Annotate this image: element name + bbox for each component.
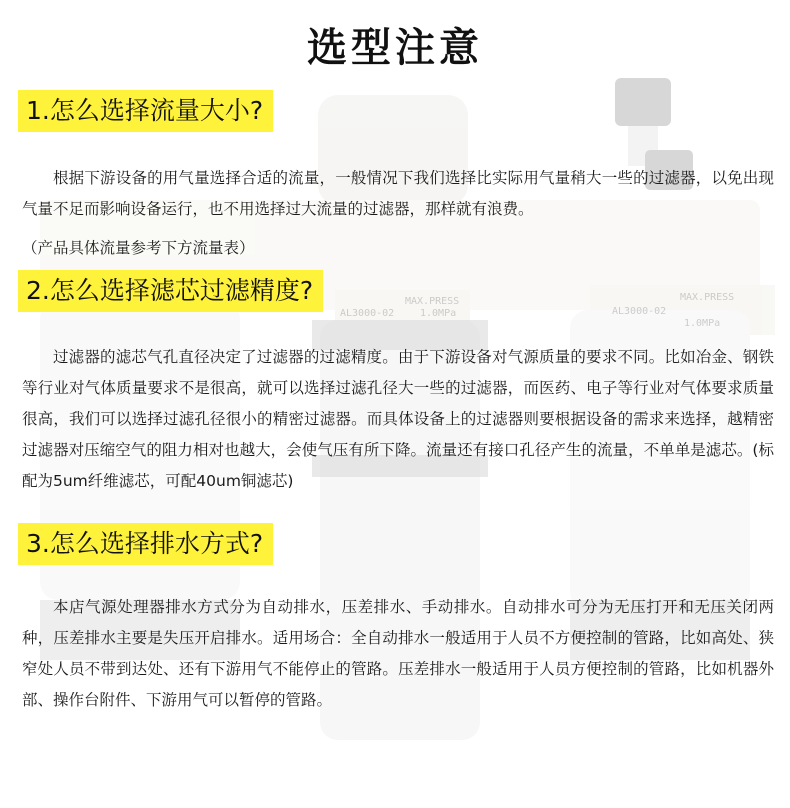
bg-label: 1.0MPa [684, 318, 721, 329]
section-heading-flow: 1.怎么选择流量大小? [18, 90, 273, 132]
bg-label: AL3000-02 [340, 308, 395, 319]
bg-label: MAX.PRESS [405, 296, 460, 307]
section-heading-precision: 2.怎么选择滤芯过滤精度? [18, 270, 323, 312]
section-body-drain [22, 592, 774, 716]
bg-label: MAX.PRESS [680, 292, 735, 303]
paragraph: 本店气源处理器排水方式分为自动排水，压差排水、手动排水。自动排水可分为无压打开和无压关闭两种，压差排水主要是失压开启排水。适用场合：全自动排水一般适用于人员不方便控制的管路，比如高处、狭窄处人员不带到达处、还有下游用气不能停止的管路。压差排水一般适用于人员方便控制的管路，比如机器外部、操作台附件、下游用气可以暂停的管路。 [22, 598, 774, 709]
section-heading-drain: 3.怎么选择排水方式? [18, 523, 273, 565]
page-title: 选型注意 [307, 25, 483, 71]
bg-label: AL3000-02 [612, 306, 667, 317]
section-body-flow [22, 163, 774, 225]
bg-label: 1.0MPa [420, 308, 457, 319]
section-body-precision [22, 342, 774, 497]
flow-table-note: （产品具体流量参考下方流量表） [22, 239, 255, 257]
paragraph: 根据下游设备的用气量选择合适的流量，一般情况下我们选择比实际用气量稍大一些的过滤器，以免出现气量不足而影响设备运行，也不用选择过大流量的过滤器，那样就有浪费。 [22, 169, 774, 218]
paragraph: 过滤器的滤芯气孔直径决定了过滤器的过滤精度。由于下游设备对气源质量的要求不同。比如冶金、钢铁等行业对气体质量要求不是很高，就可以选择过滤孔径大一些的过滤器，而医药、电子等行业对气体要求质量很高，我们可以选择过滤孔径很小的精密过滤器。而具体设备上的过滤器则要根据设备的需求来选择，越精密过滤器对压缩空气的阻力相对也越大，会使气压有所下降。流量还有接口孔径产生的流量，不单单是滤芯。(标配为5um纤维滤芯，可配40um铜滤芯) [22, 348, 774, 490]
